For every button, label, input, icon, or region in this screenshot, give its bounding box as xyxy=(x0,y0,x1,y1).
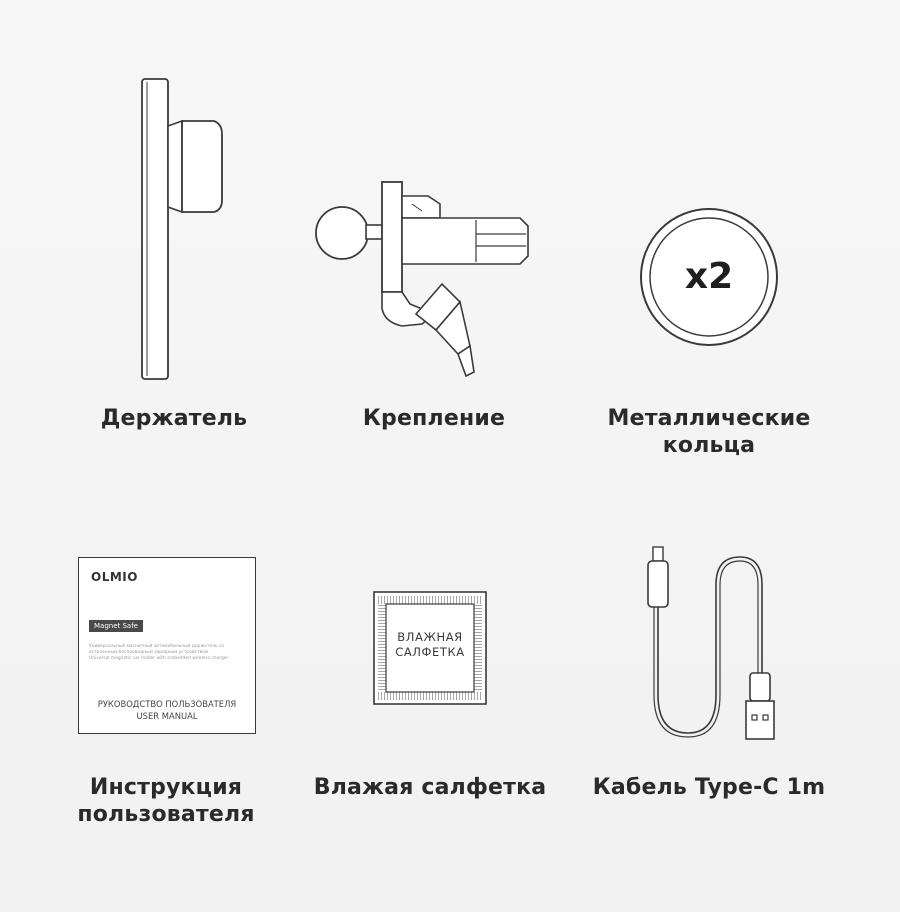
olmio-logo: OLMIO xyxy=(91,570,138,584)
caption-rings-line2: кольца xyxy=(662,433,756,458)
caption-rings xyxy=(590,405,828,459)
wet-wipe-text-line2: САЛФЕТКА xyxy=(395,645,465,659)
caption-wipe: Влажая салфетка xyxy=(313,775,547,800)
manual-description-en: Universal magnetic car holder with embedded wireless charger xyxy=(89,656,229,661)
wet-wipe-text xyxy=(372,630,488,660)
caption-cable: Кабель Type-C 1m xyxy=(592,775,826,800)
ring-count-badge: x2 xyxy=(684,256,734,297)
manual-guide-ru: РУКОВОДСТВО ПОЛЬЗОВАТЕЛЯ xyxy=(97,699,237,709)
manual-guide-en: USER MANUAL xyxy=(136,711,198,721)
caption-manual-line2: пользователя xyxy=(77,802,255,827)
caption-manual-line1: Инструкция xyxy=(89,775,243,800)
caption-holder: Держатель xyxy=(100,406,248,431)
magnet-safe-badge: Magnet Safe xyxy=(89,620,143,632)
caption-manual xyxy=(52,774,280,828)
manual-guide-title xyxy=(79,698,255,722)
manual-description-ru: Универсальный магнитный автомобильный держатель со встроенным беспроводным зарядным устройством xyxy=(89,644,225,655)
usb-cable-illustration xyxy=(636,545,776,743)
wet-wipe-text-line1: ВЛАЖНАЯ xyxy=(397,630,463,644)
manual-description xyxy=(89,644,249,662)
caption-mount: Крепление xyxy=(362,406,506,431)
user-manual-booklet xyxy=(78,557,256,734)
caption-rings-line1: Металлические xyxy=(607,406,811,431)
holder-illustration xyxy=(130,74,230,384)
mount-illustration xyxy=(310,176,540,381)
